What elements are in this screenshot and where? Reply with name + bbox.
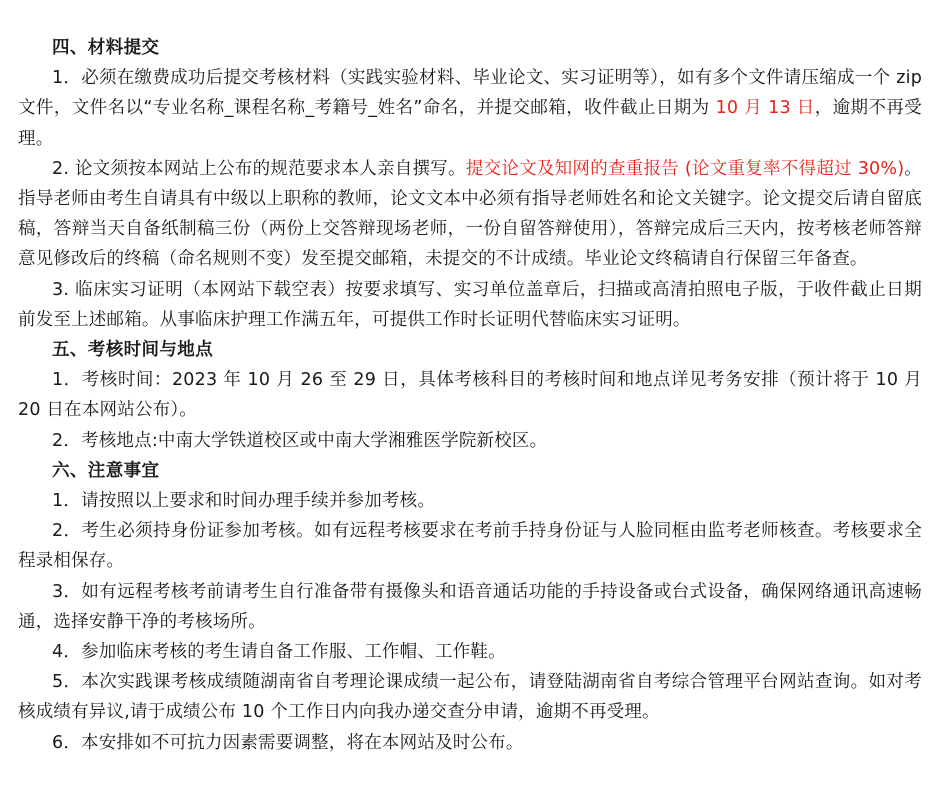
paragraph-text: 。指导老师由考生自请具有中级以上职称的教师，论文文本中必须有指导老师姓名和论文关键字。论文提交后请自留底稿，答辩当天自备纸制稿三份（两份上交答辩现场老师，一份自留答辩使用），答辩完成后三天内，按考核老师答辩意见修改后的终稿（命名规则不变）发至提交邮箱，未提交的不计成绩。毕业论文终稿请自行保留三年备查。	[18, 158, 923, 270]
paragraph-item: 2．考核地点:中南大学铁道校区或中南大学湘雅医学院新校区。	[52, 430, 548, 451]
section-notes	[18, 456, 922, 758]
section-exam-time-location	[18, 335, 922, 456]
paragraph-item	[18, 63, 922, 154]
paragraph-item	[18, 154, 922, 275]
paragraph-item: 4．参加临床考核的考生请自备工作服、工作帽、工作鞋。	[52, 642, 506, 663]
section-heading: 五、考核时间与地点	[52, 340, 214, 361]
section-material-submission	[18, 33, 922, 335]
paragraph-item: 1．考核时间：2023 年 10 月 26 至 29 日，具体考核科目的考核时间和地点详见考务安排（预计将于 10 月 20 日在本网站公布）。	[18, 370, 922, 421]
paragraph-text: 2. 论文须按本网站上公布的规范要求本人亲自撰写。	[52, 158, 466, 179]
paragraph-item: 5．本次实践课考核成绩随湖南省自考理论课成绩一起公布，请登陆湖南省自考综合管理平台网站查询。如对考核成绩有异议,请于成绩公布 10 个工作日内向我办递交查分申请，逾期不再受理。	[18, 672, 922, 723]
paragraph-item: 2．考生必须持身份证参加考核。如有远程考核要求在考前手持身份证与人脸同框由监考老师核查。考核要求全程录相保存。	[18, 521, 922, 572]
plagiarism-report-highlight: 提交论文及知网的查重报告 (论文重复率不得超过 30%)	[465, 158, 905, 179]
deadline-highlight: 10 月 13 日	[715, 98, 815, 119]
paragraph-item: 3．如有远程考核考前请考生自行准备带有摄像头和语音通话功能的手持设备或台式设备，确保网络通讯高速畅通，选择安静干净的考核场所。	[18, 581, 922, 632]
paragraph-text: ，逾期不再受理。	[18, 98, 923, 149]
paragraph-item: 6．本安排如不可抗力因素需要调整，将在本网站及时公布。	[52, 732, 524, 753]
paragraph-item: 1．请按照以上要求和时间办理手续并参加考核。	[52, 491, 436, 512]
section-heading: 四、材料提交	[52, 38, 160, 58]
paragraph-item: 3. 临床实习证明（本网站下载空表）按要求填写、实习单位盖章后，扫描或高清拍照电子版，于收件截止日期前发至上述邮箱。从事临床护理工作满五年，可提供工作时长证明代替临床实习证明。	[18, 279, 922, 330]
paragraph-text: 1．必须在缴费成功后提交考核材料（实践实验材料、毕业论文、实习证明等），如有多个文件请压缩成一个 zip 文件，文件名以“专业名称_课程名称_考籍号_姓名”命名，并提交邮箱，收件截止日期为	[18, 68, 922, 119]
section-heading: 六、注意事宜	[52, 460, 160, 481]
